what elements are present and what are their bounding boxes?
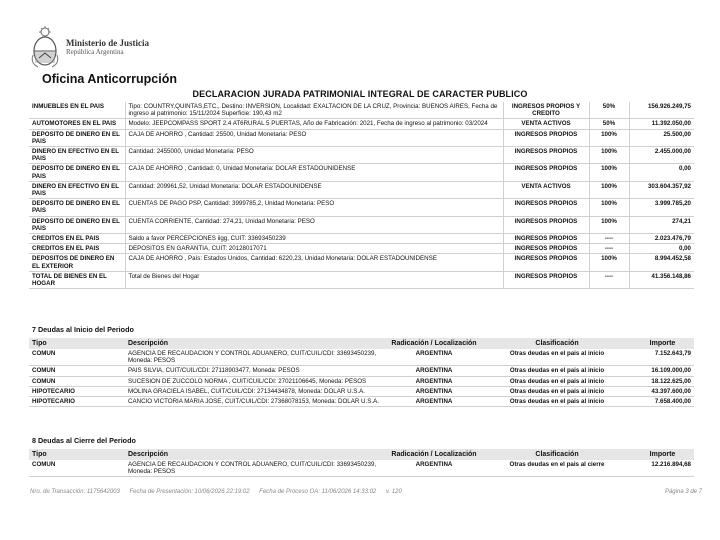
asset-amount: 156.926.249,75: [629, 102, 694, 119]
table-row: [29, 349, 694, 366]
asset-classification: INGRESOS PROPIOS Y CREDITO: [503, 102, 589, 119]
asset-percent: 100%: [589, 147, 629, 164]
asset-type: DEPOSITO DE DINERO EN EL PAIS: [29, 216, 125, 233]
debt-classification: Otras deudas en el pais al inicio: [483, 349, 631, 366]
debt-description: CANCIO VICTORIA MARIA JOSE, CUIT/CUIL/CDI: 27368078153, Moneda: DOLAR U.S.A.: [125, 397, 385, 407]
asset-percent: ----: [589, 244, 629, 254]
asset-percent: 100%: [589, 254, 629, 271]
argentina-coat-of-arms-icon: [30, 25, 60, 69]
asset-type: DEPOSITO DE DINERO EN EL PAIS: [29, 129, 125, 146]
debt-location: ARGENTINA: [385, 397, 483, 407]
debt-description: AGENCIA DE RECAUDACION Y CONTROL ADUANERO, CUIT/CUIL/CDI: 33693450239, Moneda: PESOS: [125, 349, 385, 366]
asset-percent: 100%: [589, 164, 629, 181]
asset-type: CREDITOS EN EL PAIS: [29, 244, 125, 254]
asset-description: DEPOSITOS EN GARANTIA, CUIT: 20128017071: [125, 244, 503, 254]
asset-classification: INGRESOS PROPIOS: [503, 234, 589, 244]
asset-amount: 11.392.050,00: [629, 119, 694, 129]
asset-classification: INGRESOS PROPIOS: [503, 244, 589, 254]
ministry-line1: Ministerio de Justicia: [66, 38, 149, 48]
debt-type: COMUN: [29, 376, 125, 386]
asset-description: CUENTAS DE PAGO PSP, Cantidad: 3999785,2, Unidad Monetaria: PESO: [125, 199, 503, 216]
asset-description: CAJA DE AHORRO , Cantidad: 25500, Unidad Monetaria: PESO: [125, 129, 503, 146]
ministry-line2: República Argentina: [66, 48, 124, 56]
table-row: [29, 271, 694, 288]
asset-amount: 274,21: [629, 216, 694, 233]
debt-location: ARGENTINA: [385, 460, 483, 477]
debt-classification: Otras deudas en el pais al inicio: [483, 366, 631, 376]
page-header: [30, 24, 149, 70]
header-type: Tipo: [29, 449, 125, 460]
asset-amount: 0,00: [629, 164, 694, 181]
asset-type: DEPOSITOS DE DINERO EN EL EXTERIOR: [29, 254, 125, 271]
asset-percent: 100%: [589, 129, 629, 146]
asset-description: Tipo: COUNTRY,QUINTAS,ETC., Destino: INVERSION, Localidad: EXALTACION DE LA CRUZ, Provincia: BUENOS AIRES, Fecha de ingreso al patrimonio: 15/11/2024 Superficie: 190,43 m2: [125, 102, 503, 119]
ministry-name: [66, 38, 149, 56]
debt-amount: 7.152.643,79: [631, 349, 694, 366]
header-amount: Importe: [631, 338, 694, 349]
assets-table: [29, 102, 694, 289]
debt-classification: Otras deudas en el pais al inicio: [483, 376, 631, 386]
header-type: Tipo: [29, 338, 125, 349]
asset-amount: 2.023.476,79: [629, 234, 694, 244]
asset-description: CUENTA CORRIENTE, Cantidad: 274,21, Unidad Monetaria: PESO: [125, 216, 503, 233]
debt-type: COMUN: [29, 460, 125, 477]
asset-amount: 41.356.148,86: [629, 271, 694, 288]
asset-description: Cantidad: 2455000, Unidad Monetaria: PESO: [125, 147, 503, 164]
transaction-number: Nro. de Transacción: 1175642003: [30, 489, 120, 495]
debt-description: MOLINA GRACIELA ISABEL, CUIT/CUIL/CDI: 27134434878, Moneda: DOLAR U.S.A.: [125, 386, 385, 396]
table-header-row: [29, 338, 694, 349]
table-row: [29, 181, 694, 198]
asset-amount: 3.999.785,20: [629, 199, 694, 216]
asset-type: AUTOMOTORES EN EL PAIS: [29, 119, 125, 129]
debt-description: PAIS SILVIA, CUIT/CUIL/CDI: 27118903477, Moneda: PESOS: [125, 366, 385, 376]
asset-classification: VENTA ACTIVOS: [503, 181, 589, 198]
debt-location: ARGENTINA: [385, 386, 483, 396]
debts-end-table: [29, 449, 694, 477]
table-row: [29, 129, 694, 146]
asset-description: Total de Bienes del Hogar: [125, 271, 503, 288]
asset-type: TOTAL DE BIENES EN EL HOGAR: [29, 271, 125, 288]
table-row: [29, 254, 694, 271]
asset-amount: 0,00: [629, 244, 694, 254]
asset-amount: 2.455.000,00: [629, 147, 694, 164]
page-footer: [30, 489, 702, 495]
table-row: [29, 199, 694, 216]
debt-location: ARGENTINA: [385, 376, 483, 386]
asset-description: Saldo a favor PERCEPCIONES iigg, CUIT: 33693450239: [125, 234, 503, 244]
debt-amount: 7.658.400,00: [631, 397, 694, 407]
asset-classification: INGRESOS PROPIOS: [503, 254, 589, 271]
header-classification: Clasificación: [483, 338, 631, 349]
asset-type: DEPOSITO DE DINERO EN EL PAIS: [29, 164, 125, 181]
header-description: Descripción: [125, 449, 385, 460]
asset-percent: 100%: [589, 199, 629, 216]
header-classification: Clasificación: [483, 449, 631, 460]
table-row: [29, 244, 694, 254]
asset-percent: ----: [589, 234, 629, 244]
asset-type: INMUEBLES EN EL PAIS: [29, 102, 125, 119]
asset-type: CREDITOS EN EL PAIS: [29, 234, 125, 244]
debt-description: SUCESION DE ZUCCOLO NORMA , CUIT/CUIL/CDI: 27021106645, Moneda: PESOS: [125, 376, 385, 386]
table-row: [29, 147, 694, 164]
table-row: [29, 366, 694, 376]
debt-description: AGENCIA DE RECAUDACION Y CONTROL ADUANERO, CUIT/CUIL/CDI: 33693450239, Moneda: PESOS: [125, 460, 385, 477]
table-row: [29, 102, 694, 119]
asset-amount: 8.994.452,58: [629, 254, 694, 271]
asset-percent: 100%: [589, 181, 629, 198]
debts-start-table: [29, 338, 694, 407]
asset-amount: 25.500,00: [629, 129, 694, 146]
document-title: DECLARACION JURADA PATRIMONIAL INTEGRAL DE CARACTER PUBLICO: [192, 89, 528, 99]
table-row: [29, 164, 694, 181]
table-row: [29, 397, 694, 407]
version: v. 120: [385, 489, 402, 495]
asset-percent: ----: [589, 271, 629, 288]
debt-amount: 16.109.000,00: [631, 366, 694, 376]
asset-description: Cantidad: 209961,52, Unidad Monetaria: DOLAR ESTADOUNIDENSE: [125, 181, 503, 198]
asset-description: CAJA DE AHORRO , País: Estados Unidos, Cantidad: 6220,23, Unidad Monetaria: DOLAR ESTADOUNIDENSE: [125, 254, 503, 271]
asset-classification: INGRESOS PROPIOS: [503, 271, 589, 288]
debt-type: HIPOTECARIO: [29, 386, 125, 396]
asset-type: DEPOSITO DE DINERO EN EL PAIS: [29, 199, 125, 216]
table-row: [29, 460, 694, 477]
asset-type: DINERO EN EFECTIVO EN EL PAIS: [29, 181, 125, 198]
debt-location: ARGENTINA: [385, 366, 483, 376]
debt-classification: Otras deudas en el pais al inicio: [483, 397, 631, 407]
asset-description: Modelo: JEEPCOMPASS SPORT 2.4 AT6RURAL 5 PUERTAS, Año de Fabricación: 2021, Fecha de ingreso al patrimonio: 03/2024: [125, 119, 503, 129]
table-row: [29, 234, 694, 244]
debt-classification: Otras deudas en el pais al inicio: [483, 386, 631, 396]
debt-type: COMUN: [29, 366, 125, 376]
process-date: Fecha de Proceso OA: 11/06/2026 14:33:02: [259, 489, 377, 495]
debts-start-title: 7 Deudas al Inicio del Periodo: [32, 325, 134, 334]
page-number: Página 3 de 7: [664, 489, 702, 495]
asset-type: DINERO EN EFECTIVO EN EL PAIS: [29, 147, 125, 164]
header-amount: Importe: [631, 449, 694, 460]
table-row: [29, 216, 694, 233]
asset-classification: INGRESOS PROPIOS: [503, 147, 589, 164]
debt-classification: Otras deudas en el pais al cierre: [483, 460, 631, 477]
presentation-date: Fecha de Presentación: 10/06/2026 22:19:02: [129, 489, 250, 495]
asset-classification: INGRESOS PROPIOS: [503, 164, 589, 181]
header-description: Descripción: [125, 338, 385, 349]
debt-type: COMUN: [29, 349, 125, 366]
asset-classification: INGRESOS PROPIOS: [503, 216, 589, 233]
asset-classification: INGRESOS PROPIOS: [503, 129, 589, 146]
office-name: Oficina Anticorrupción: [42, 72, 177, 86]
table-row: [29, 376, 694, 386]
debts-end-title: 8 Deudas al Cierre del Periodo: [32, 436, 136, 445]
asset-classification: VENTA ACTIVOS: [503, 119, 589, 129]
asset-description: CAJA DE AHORRO , Cantidad: 0, Unidad Monetaria: DOLAR ESTADOUNIDENSE: [125, 164, 503, 181]
asset-percent: 50%: [589, 119, 629, 129]
header-location: Radicación / Localización: [385, 338, 483, 349]
asset-classification: INGRESOS PROPIOS: [503, 199, 589, 216]
asset-percent: 50%: [589, 102, 629, 119]
table-header-row: [29, 449, 694, 460]
debt-location: ARGENTINA: [385, 349, 483, 366]
header-location: Radicación / Localización: [385, 449, 483, 460]
debt-amount: 18.122.625,00: [631, 376, 694, 386]
debt-amount: 43.397.600,00: [631, 386, 694, 396]
asset-percent: 100%: [589, 216, 629, 233]
table-row: [29, 119, 694, 129]
asset-amount: 303.604.357,92: [629, 181, 694, 198]
debt-amount: 12.216.894,68: [631, 460, 694, 477]
table-row: [29, 386, 694, 396]
debt-type: HIPOTECARIO: [29, 397, 125, 407]
